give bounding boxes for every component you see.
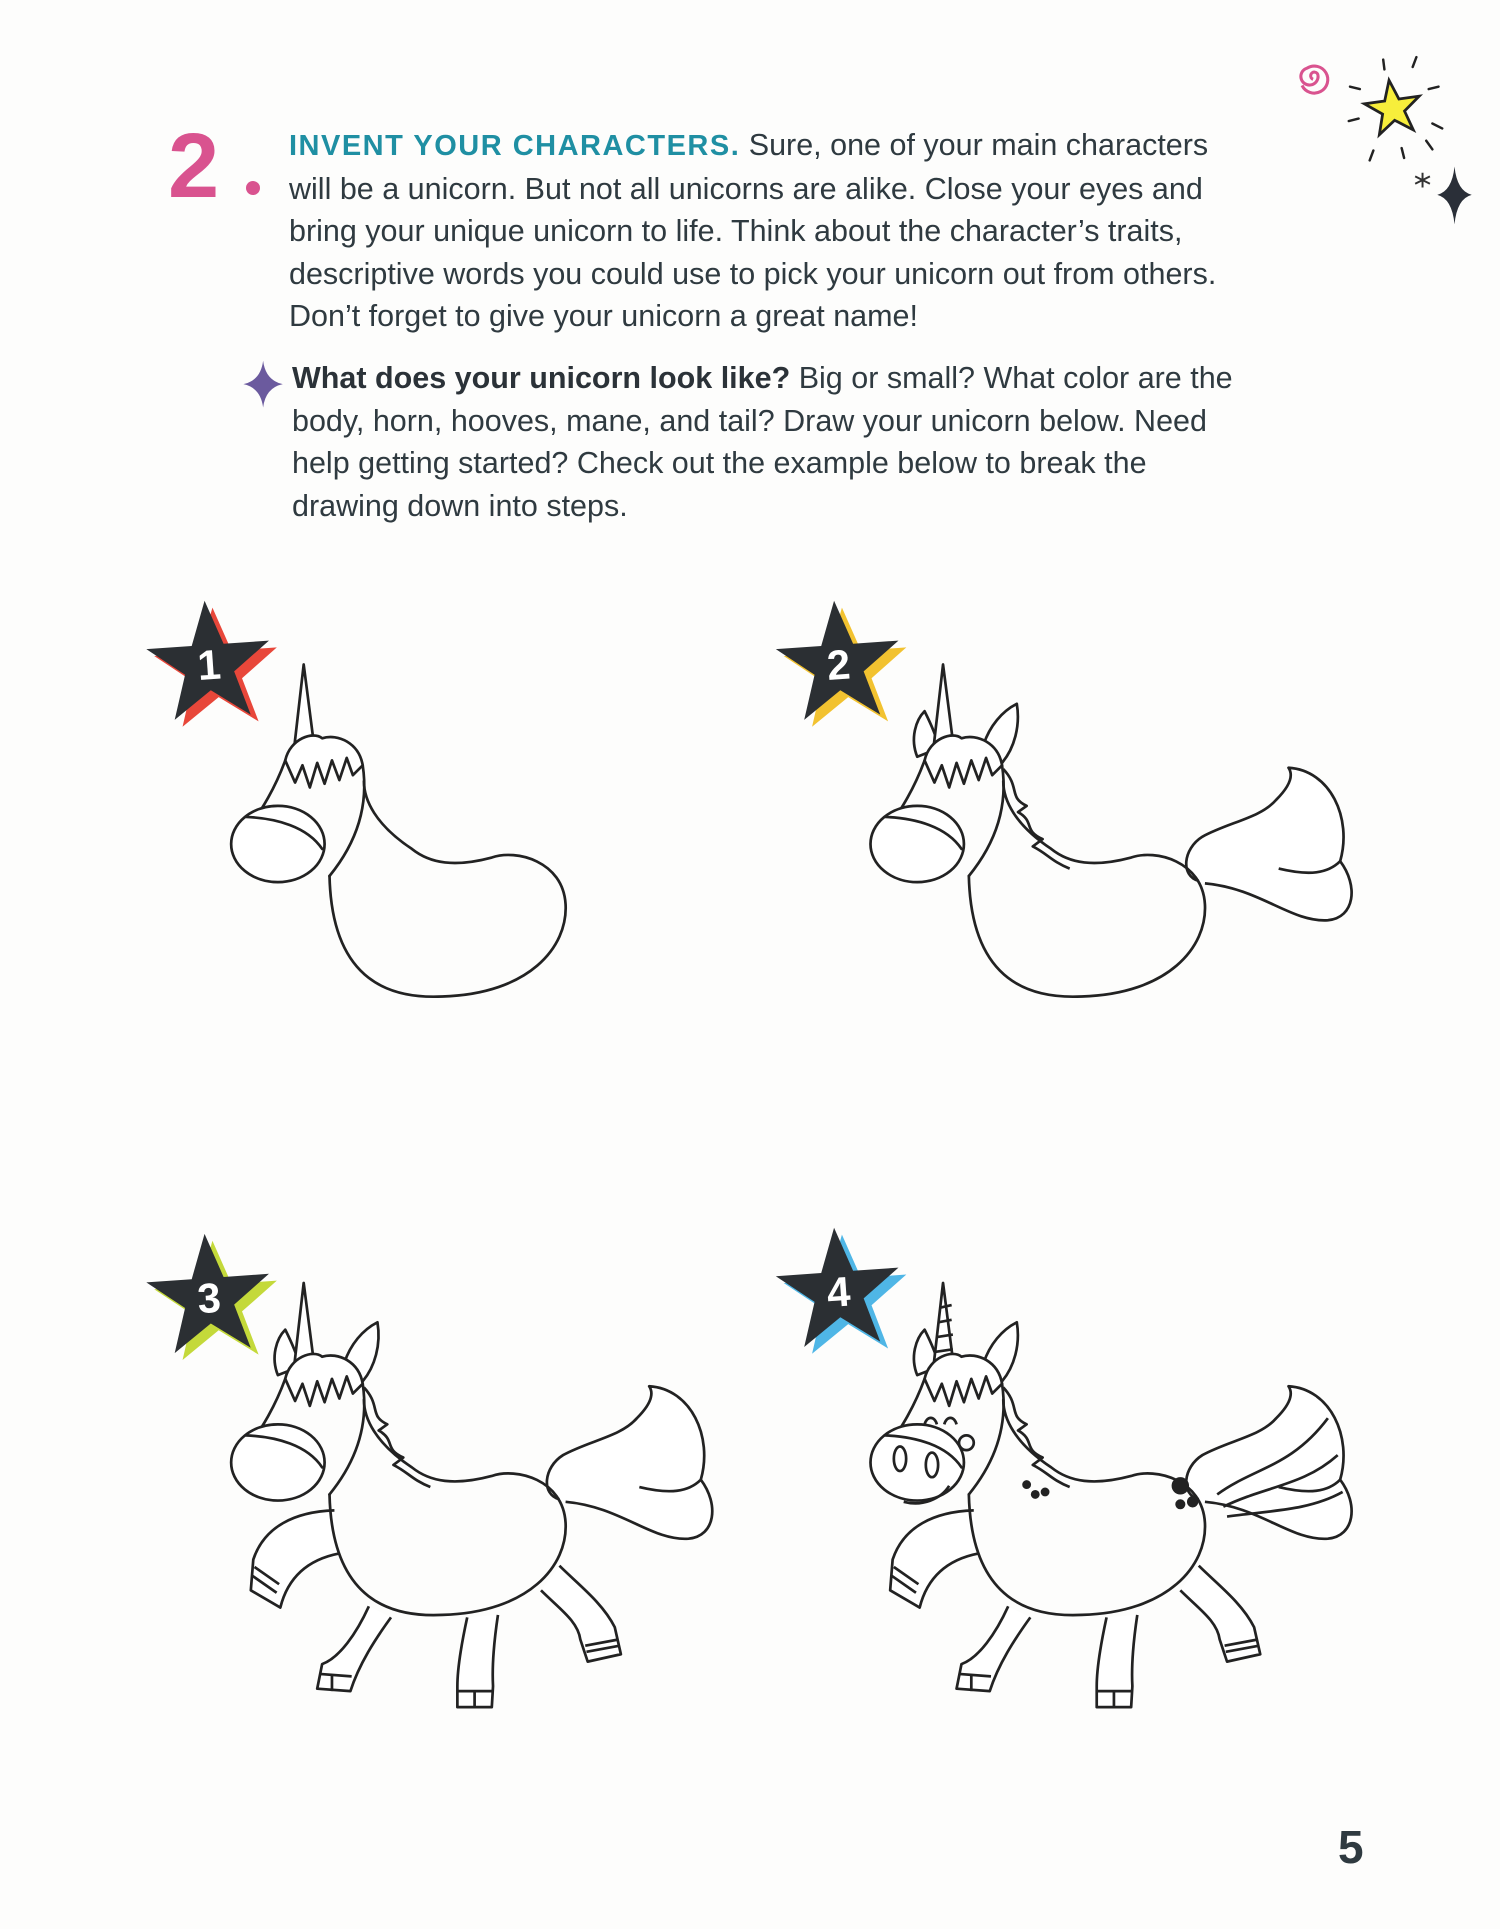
step-badge-2 (773, 596, 912, 729)
asterisk-icon (1415, 173, 1430, 188)
prompt-text: help getting started? Check out the example below to break the (292, 446, 1147, 480)
step-badge-1 (143, 596, 282, 729)
intro-text: will be a unicorn. But not all unicorns are alike. Close your eyes and (289, 171, 1203, 206)
intro-text: Sure, one of your main characters (740, 128, 1209, 162)
step-badge-3 (143, 1229, 282, 1362)
yellow-star-icon (1362, 76, 1424, 136)
unicorn-drawing-step-3 (231, 1283, 712, 1707)
page-number: 5 (1338, 1821, 1364, 1873)
step-number: 2 (825, 640, 852, 690)
section-heading: INVENT YOUR CHARACTERS. (289, 130, 741, 162)
step-2 (773, 596, 1352, 997)
prompt-question: What does your unicorn look like? (292, 361, 791, 395)
unicorn-drawing-step-2 (870, 665, 1351, 997)
section-number: 2 (168, 115, 218, 217)
step-1 (143, 596, 565, 997)
section-intro (289, 124, 1216, 338)
prompt-text: body, horn, hooves, mane, and tail? Draw your unicorn below. Need (292, 403, 1207, 438)
step-3 (143, 1229, 712, 1707)
step-4 (773, 1223, 1352, 1707)
step-number: 1 (195, 640, 223, 690)
step-number: 3 (195, 1273, 223, 1323)
prompt-text: drawing down into steps. (292, 488, 628, 523)
step-badge-4 (773, 1223, 912, 1356)
purple-sparkle-icon (243, 361, 282, 408)
unicorn-drawing-step-1 (231, 665, 566, 997)
dark-sparkle-icon (1437, 167, 1471, 225)
intro-text: Don’t forget to give your unicorn a great name! (289, 299, 918, 333)
unicorn-drawing-step-4 (870, 1283, 1351, 1707)
prompt-text: Big or small? What color are the (790, 361, 1233, 395)
section-number-dot (246, 181, 260, 195)
spiral-icon (1301, 66, 1328, 93)
intro-text: descriptive words you could use to pick your unicorn out from others. (289, 256, 1217, 291)
prompt-paragraph (292, 357, 1233, 527)
intro-text: bring your unique unicorn to life. Think about the character’s traits, (289, 214, 1183, 248)
step-number: 4 (825, 1267, 852, 1317)
